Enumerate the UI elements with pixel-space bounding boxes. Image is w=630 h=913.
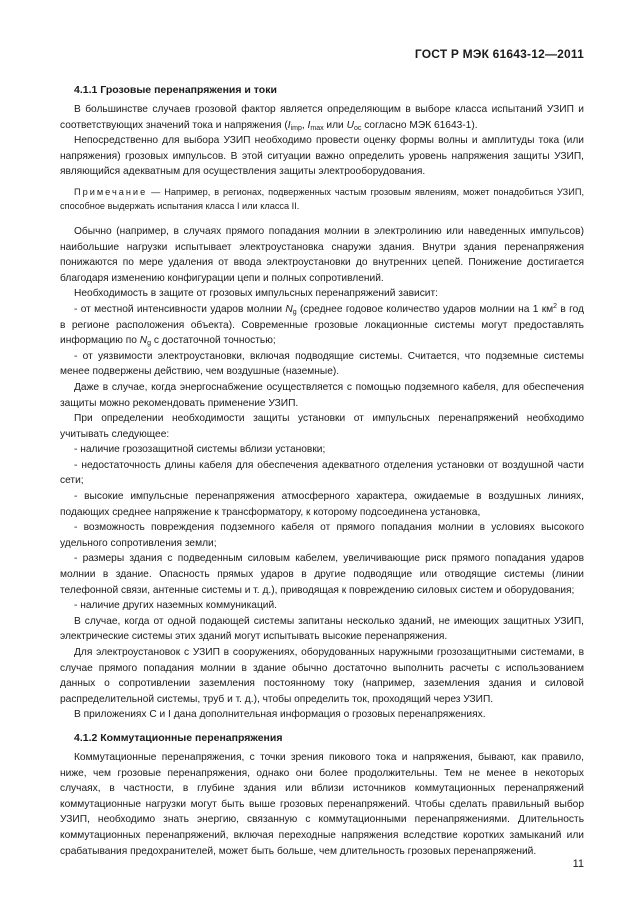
- dependency-item-vulnerability: - от уязвимости электроустановки, включая подводящие системы. Считается, что подземные системы менее подвержены действию, чем воздушные (наземные).: [60, 350, 584, 378]
- note-label: Примечание: [74, 186, 148, 197]
- page-body: [60, 83, 584, 859]
- paragraph-multiple-buildings: В случае, когда от одной подающей системы запитаны несколько зданий, не имеющих защитных УЗИП, электрические системы этих зданий могут испытывать высокие перенапряжения.: [60, 615, 584, 643]
- paragraph-external-loads: Обычно (например, в случаях прямого попадания молнии в электролинию или наведенных импульсов) наибольшие нагрузки испытывает электроустановка снаружи здания. Внутри здания перенапряжения понижаются по мере удаления от ввода электроустановки до внутренних цепей. Понижение достигается благодаря изменению конфигурации цепи и полных сопротивлений.: [60, 225, 584, 284]
- paragraph-consider-following: При определении необходимости защиты установки от импульсных перенапряжений необходимо учитывать следующее:: [60, 413, 584, 440]
- paragraph-annexes-reference: В приложениях С и I дана дополнительная информация о грозовых перенапряжениях.: [74, 709, 486, 721]
- list-item: - высокие импульсные перенапряжения атмосферного характера, ожидаемые в воздушных линиях, подающих среднее напряжение к трансформатору, к которому подсоединена установка,: [60, 491, 584, 518]
- paragraph-protection-depends: Необходимость в защите от грозовых импульсных перенапряжений зависит:: [74, 288, 438, 300]
- section-4-1-2-title: 4.1.2 Коммутационные перенапряжения: [74, 731, 283, 744]
- paragraph-waveform-assessment: Непосредственно для выбора УЗИП необходимо провести оценку формы волны и амплитуды тока (или напряжения) грозовых импульсов. В этой ситуации важно определить уровень напряжения защиты УЗИП, являющийся адекватным для осуществления защиты электрооборудования.: [60, 135, 584, 178]
- list-item: - размеры здания с подведенным силовым кабелем, увеличивающие риск прямого попадания ударов молнии в здание. Опасность прямых ударов в другие подводящие или отводящие системы (линии телефонной связи, антенные системы и т. д.), приводящая к повреждению силовых систем и оборудования;: [60, 553, 584, 596]
- paragraph-switching-overvoltages: Коммутационные перенапряжения, с точки зрения пикового тока и напряжения, бывают, как правило, ниже, чем грозовые перенапряжения, однако они более продолжительны. Тем не менее в некоторых случаях, в частности, в глубине здания или вблизи источников коммутационных перенапряжений коммутационные нагрузки могут быть выше грозовых перенапряжений. Чтобы сделать правильный выбор УЗИП, необходимо знать энергию, связанную с коммутационными перенапряжениями. Длительность коммутационных перенапряжений, включая переходные напряжения вследствие коротких замыканий или срабатывания предохранителей, может быть больше, чем длительность грозовых перенапряжений.: [60, 751, 584, 857]
- list-item: - возможность повреждения подземного кабеля от прямого попадания молнии в условиях высокого удельного сопротивления земли;: [60, 522, 584, 549]
- section-4-1-1-title: 4.1.1 Грозовые перенапряжения и токи: [74, 84, 277, 96]
- paragraph-lightning-class: В большинстве случаев грозовой фактор является определяющим в выборе класса испытаний УЗИП и соответствующих значений тока и напряжения ($I_{imp}$, $I_{max}$ или $U_{oc}$ согласно МЭК 61643-1).: [60, 104, 584, 132]
- paragraph-external-lightning-systems: Для электроустановок с УЗИП в сооружениях, оборудованных наружными грозозащитными системами, в случае прямого попадания молнии в здание обычно достаточно выполнить расчеты с использованием данных о сопротивлении заземления постоянному току (например, заземления здания и силовой распределительной системы, труб и т. д.), чтобы определить ток, проходящий через УЗИП.: [60, 647, 584, 705]
- list-item: - наличие других наземных коммуникаций.: [74, 600, 278, 612]
- note: Примечание — Например, в регионах, подверженных частым грозовым явлениям, может понадобиться УЗИП, способное выдержать испытания класса I или класса II.: [60, 186, 584, 212]
- paragraph-underground-cable: Даже в случае, когда энергоснабжение осуществляется с помощью подземного кабеля, для обеспечения защиты можно рекомендовать применение УЗИП.: [60, 381, 584, 409]
- dependency-item-lightning-density: - от местной интенсивности ударов молнии $N_g$ (среднее годовое количество ударов молнии на 1 $км^2$ в год в регионе расположения объекта). Современные грозовые локационные системы могут предоставлять информацию по $N_g$ с достаточной точностью;: [60, 302, 585, 348]
- page-number: 11: [572, 858, 584, 870]
- list-item: - наличие грозозащитной системы вблизи установки;: [74, 444, 326, 456]
- standard-header: ГОСТ Р МЭК 61643-12—2011: [414, 47, 584, 61]
- list-item: - недостаточность длины кабеля для обеспечения адекватного отделения установки от воздушной части сети;: [60, 459, 584, 487]
